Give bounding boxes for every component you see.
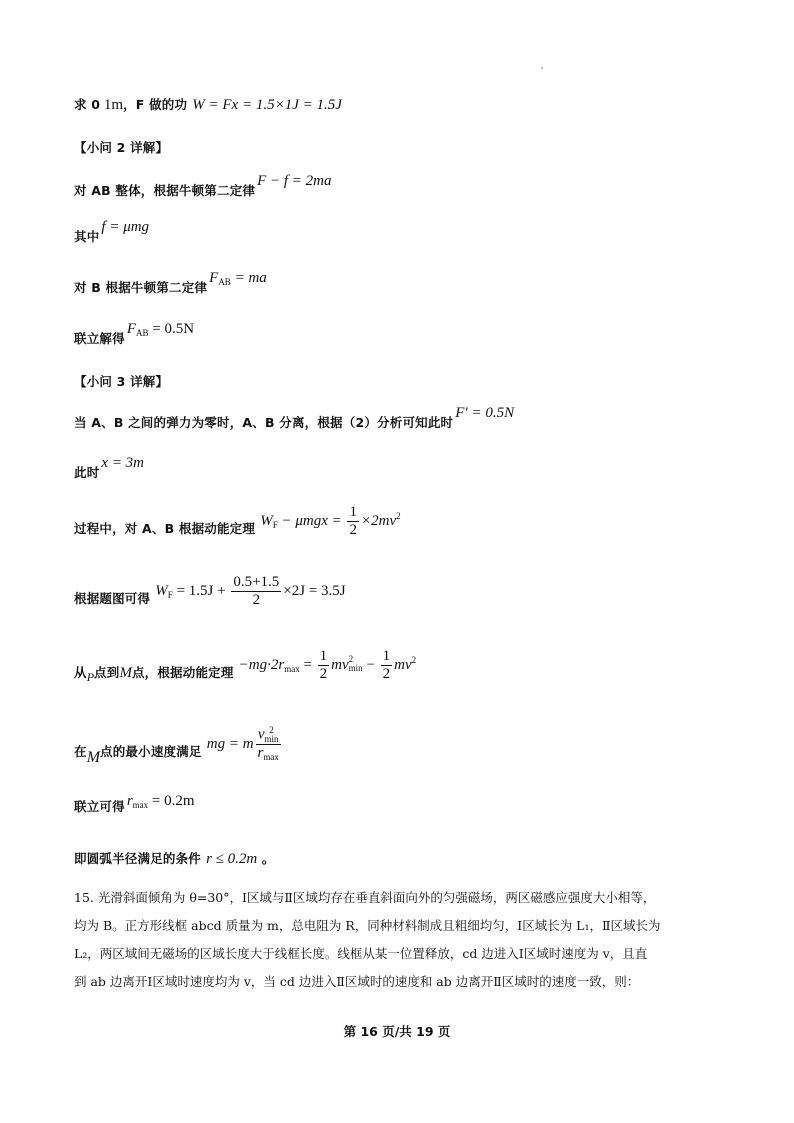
friction-equation: f = μmg [101, 219, 150, 235]
newton-equation-b: $F_{AB}$ = ma [209, 270, 267, 287]
separation-line: 当 A、B 之间的弹力为零时，A、B 分离，根据（2）分析可知此时F′ = 0.5N [74, 405, 515, 430]
newton-law-b-line: 对 B 根据牛顿第二定律$F_{AB}$ = ma [74, 270, 267, 295]
fab-result: $F_{AB} = 0.5N$ [126, 321, 195, 338]
radius-result: $r_{max} = 0.2m$ [126, 793, 195, 810]
work-equation: W = Fx = 1.5×1J = 1.5J [192, 97, 342, 113]
min-speed-line: 在M点的最小速度满足 mg = m v 2 min $r_{max}$ [74, 734, 283, 771]
page-footer: 第 16 页/共 19 页 [343, 1024, 451, 1039]
scan-speck [541, 67, 543, 69]
work-energy-equation-ab: $W_F - \mu mgx$ = $\frac{1}{2}$ $\times 2mv^2$ [260, 504, 401, 538]
work-done-line: 求 0 1m，F 做的功 W = Fx = 1.5×1J = 1.5J [74, 97, 342, 113]
min-speed-equation: mg = m v 2 min $r_{max}$ [206, 725, 279, 762]
problem-15-text [74, 884, 734, 996]
fraction-centripetal: v 2 min $r_{max}$ [257, 725, 279, 762]
fraction-half-2: $\frac{1}{2}$ [382, 648, 391, 682]
solve-fab-line: 联立解得$F_{AB} = 0.5N$ [74, 321, 195, 346]
problem-15-line-2: 均为 B。正方形线框 abcd 质量为 m，总电阻为 R，同种材料制成且粗细均匀，Ⅰ区域长为 L₁，Ⅱ区域长为 [74, 918, 661, 933]
fraction-half-1: $\frac{1}{2}$ [319, 648, 328, 682]
section-heading-2: 【小问 2 详解】 [74, 140, 169, 155]
graph-work-equation: $W_F = 1.5J$ + $\frac{0.5+1.5}{2}$ ×2J = 3.5J [155, 574, 346, 608]
work-energy-equation-pm: $-mg\cdot 2r_{max}$ = $\frac{1}{2}$ mv 2 min − $\frac{1}{2}$ $mv^2$ [238, 648, 417, 682]
friction-line: 其中f = μmg [74, 219, 150, 244]
position-value: x = 3m [101, 455, 145, 471]
problem-15-line-1: 15. 光滑斜面倾角为 θ=30°，Ⅰ区域与Ⅱ区域均存在垂直斜面向外的匀强磁场，两区磁感应强度大小相等， [74, 890, 656, 905]
radius-result-line: 联立可得 $r_{max} = 0.2m$ [74, 793, 195, 814]
newton-law-ab-line: 对 AB 整体，根据牛顿第二定律F − f = 2ma [74, 173, 332, 198]
work-energy-ab-line: 过程中，对 A、B 根据动能定理 $W_F - \mu mgx$ = $\frac{1}{2}$ $\times 2mv^2$ [74, 504, 401, 538]
graph-work-line: 根据题图可得 $W_F = 1.5J$ + $\frac{0.5+1.5}{2}$ ×2J = 3.5J [74, 574, 346, 608]
radius-condition-line: 即圆弧半径满足的条件 r ≤ 0.2m 。 [74, 851, 275, 867]
newton-equation-ab: F − f = 2ma [257, 173, 332, 189]
problem-15-line-4: 到 ab 边离开Ⅰ区域时速度均为 v，当 cd 边进入Ⅱ区域时的速度和 ab 边离开Ⅱ区域时的速度一致，则： [74, 974, 640, 989]
fraction-average: $\frac{0.5+1.5}{2}$ [233, 574, 280, 608]
work-energy-pm-line: 从$_P$点到M点，根据动能定理 $-mg\cdot 2r_{max}$ = $\frac{1}{2}$ mv 2 min − $\frac{1}{2}$ $mv^2$ [74, 648, 417, 684]
section-heading-3: 【小问 3 详解】 [74, 374, 169, 389]
separation-force: F′ = 0.5N [455, 405, 515, 421]
radius-condition: r ≤ 0.2m [206, 851, 258, 867]
position-line: 此时x = 3m [74, 455, 145, 480]
fraction-half: $\frac{1}{2}$ [349, 504, 357, 538]
problem-15-line-3: L₂，两区域间无磁场的区域长度大于线框长度。线框从某一位置释放，cd 边进入Ⅰ区域时速度为 v，且直 [74, 946, 648, 961]
